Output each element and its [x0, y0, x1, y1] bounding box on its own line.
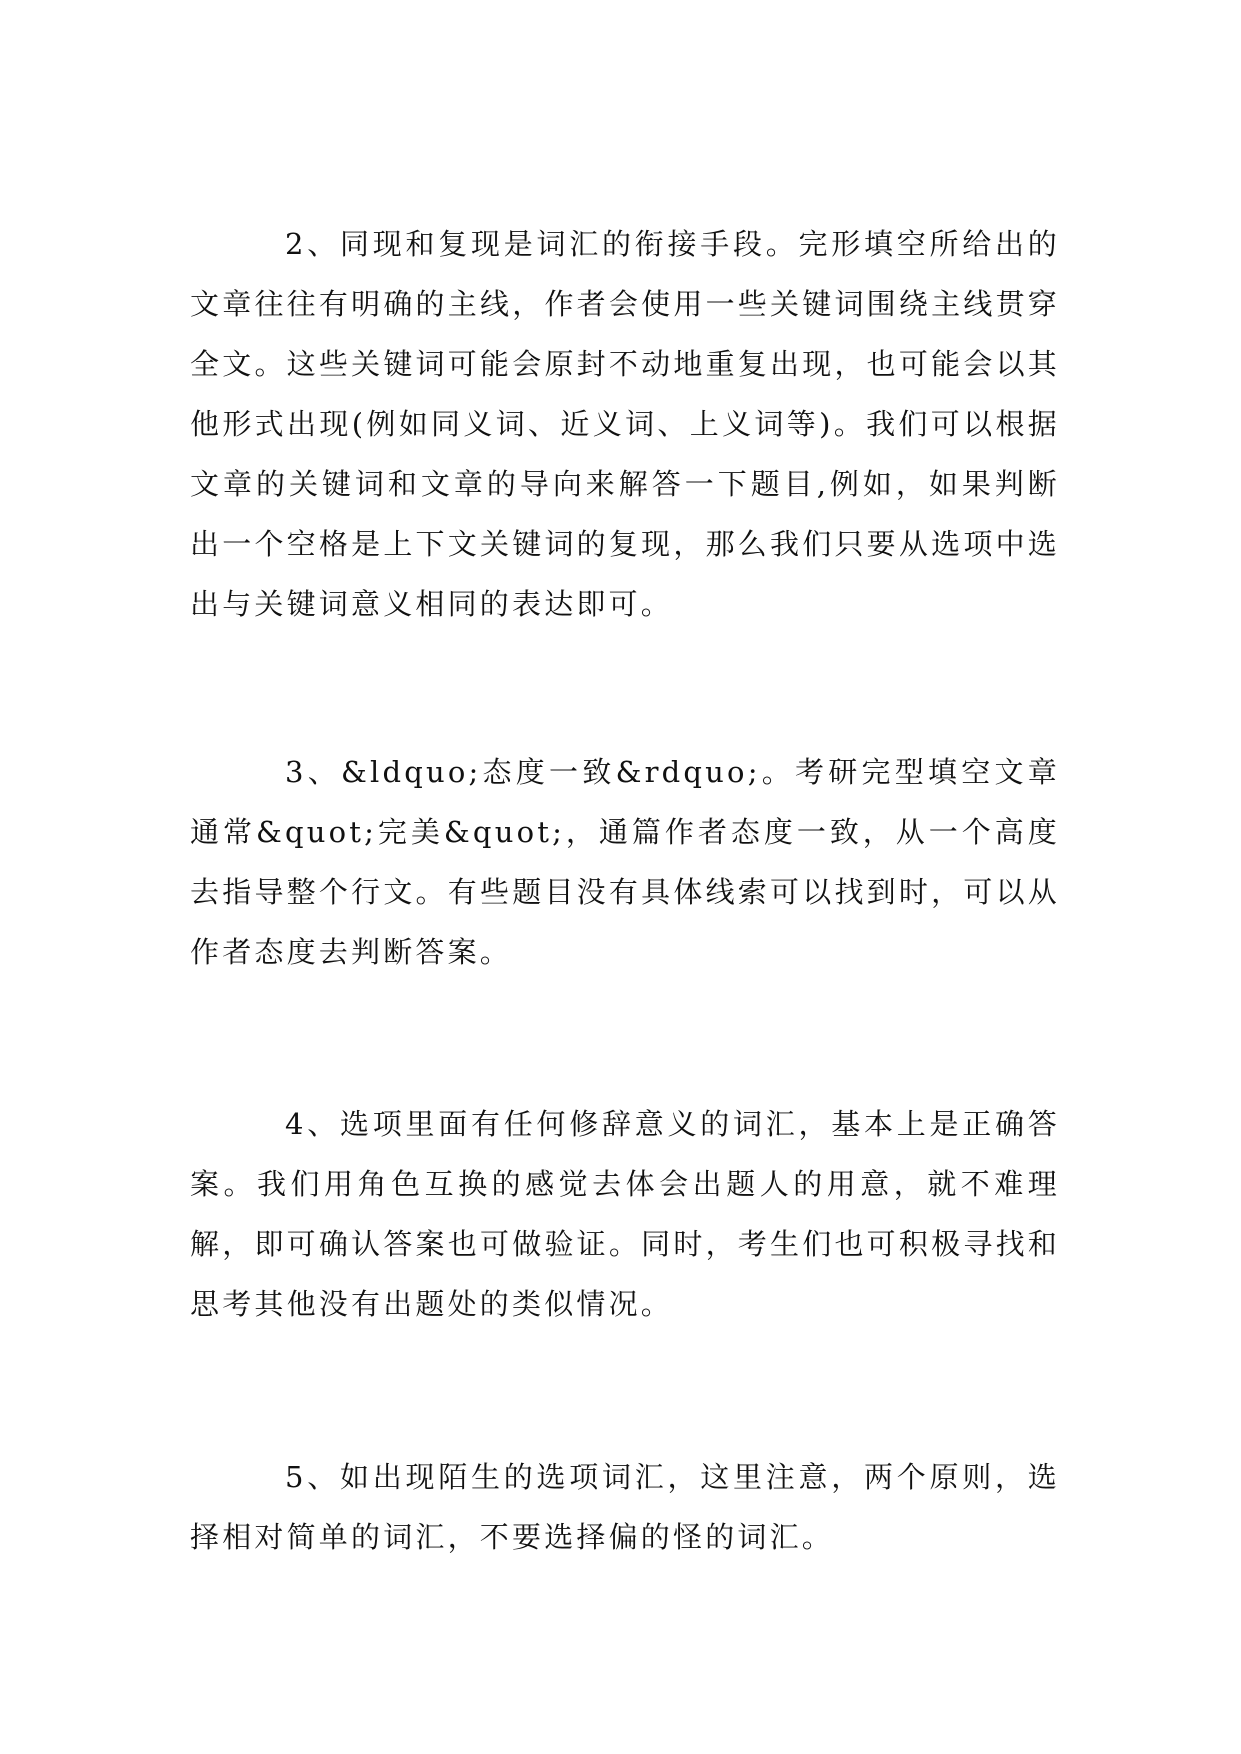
paragraph-5: 5、如出现陌生的选项词汇，这里注意，两个原则，选择相对简单的词汇，不要选择偏的怪的词汇。	[190, 1460, 1060, 1554]
paragraph-3: 3、&ldquo;态度一致&rdquo;。考研完型填空文章通常&quot;完美&quot;，通篇作者态度一致，从一个高度去指导整个行文。有些题目没有具体线索可以找到时，可以从作者态度去判断答案。	[190, 755, 1060, 969]
paragraph-4: 4、选项里面有任何修辞意义的词汇，基本上是正确答案。我们用角色互换的感觉去体会出题人的用意，就不难理解，即可确认答案也可做验证。同时，考生们也可积极寻找和思考其他没有出题处的类似情况。	[190, 1107, 1060, 1321]
paragraph-2: 2、同现和复现是词汇的衔接手段。完形填空所给出的文章往往有明确的主线，作者会使用一些关键词围绕主线贯穿全文。这些关键词可能会原封不动地重复出现，也可能会以其他形式出现(例如同义词、近义词、上义词等)。我们可以根据文章的关键词和文章的导向来解答一下题目,例如，如果判断出一个空格是上下文关键词的复现，那么我们只要从选项中选出与关键词意义相同的表达即可。	[190, 227, 1060, 621]
